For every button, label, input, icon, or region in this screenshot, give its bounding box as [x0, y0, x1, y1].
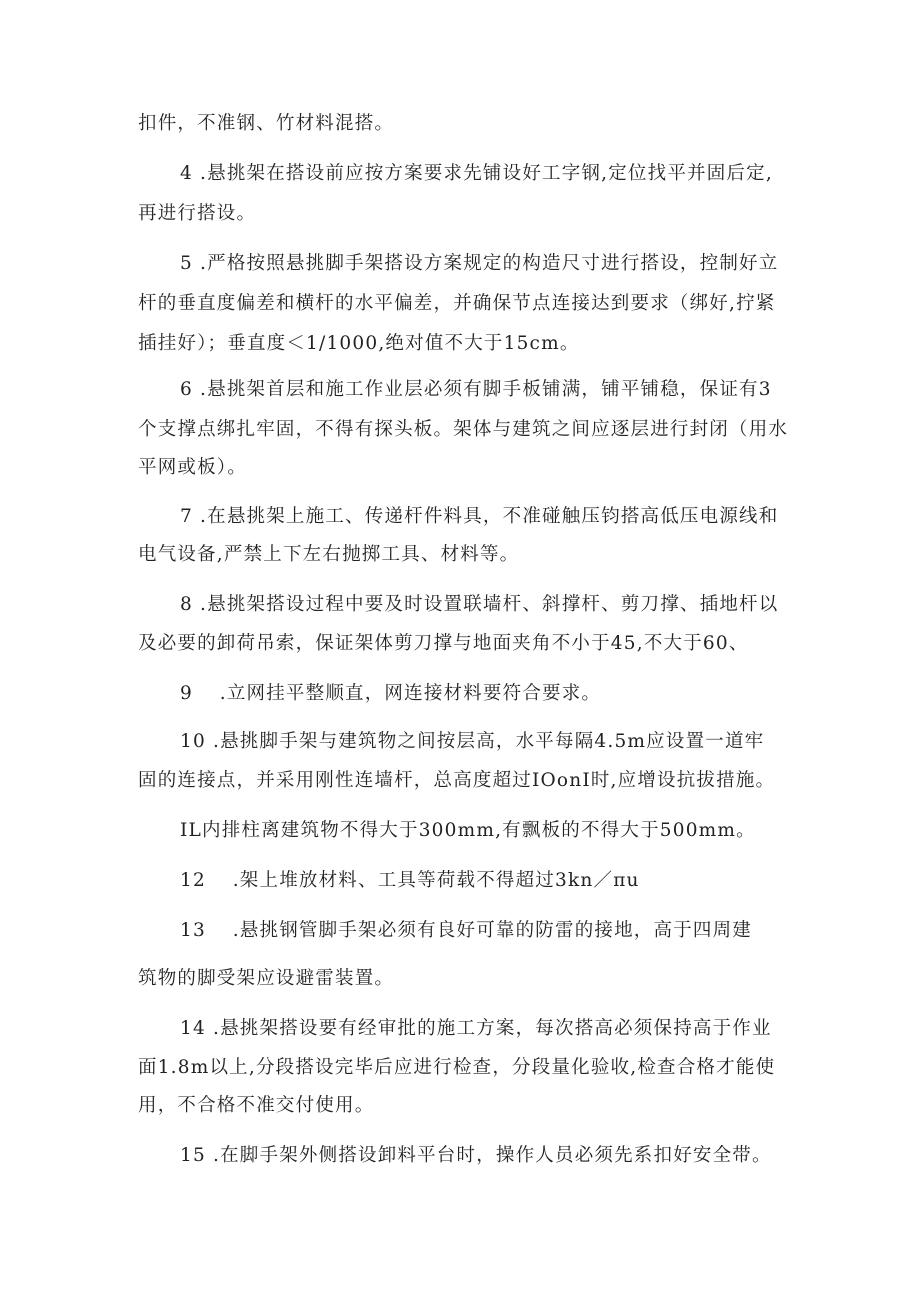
text-line: IL内排柱离建筑物不得大于300mm,有飘板的不得大于500mm。 [180, 820, 756, 841]
text-line: 固的连接点，并采用刚性连墙杆，总高度超过IOonI时,应增设抗拔措施。 [138, 770, 776, 791]
text-line: 再进行搭设。 [138, 203, 257, 224]
text-line: 用，不合格不准交付使用。 [138, 1095, 375, 1116]
text-line: 插挂好）；垂直度＜1/1000,绝对值不大于15cm。 [138, 333, 580, 354]
text-line: 及必要的卸荷吊索，保证架体剪刀撑与地面夹角不小于45,不大于60、 [138, 633, 749, 654]
text-line: 电气设备,严禁上下左右抛掷工具、材料等。 [138, 544, 520, 565]
text-line: 平网或板）。 [138, 457, 247, 478]
text-line: 13 .悬挑钢管脚手架必须有良好可靠的防雷的接地，高于四周建 [180, 920, 753, 941]
text-line: 面1.8m以上,分段搭设完毕后应进行检查，分段量化验收,检查合格才能使 [138, 1057, 776, 1078]
text-line: 个支撑点绑扎牢固，不得有探头板。架体与建筑之间应逐层进行封闭（用水 [138, 419, 789, 440]
text-line: 9 .立网挂平整顺直，网连接材料要符合要求。 [180, 683, 602, 704]
text-line: 筑物的脚受架应设避雷装置。 [138, 968, 395, 989]
text-line: 扣件，不准钢、竹材料混搭。 [138, 113, 395, 134]
text-line: 8 .悬挑架搭设过程中要及时设置联墙杆、斜撑杆、剪刀撑、插地杆以 [180, 594, 779, 615]
text-line: 5 .严格按照悬挑脚手架搭设方案规定的构造尺寸进行搭设，控制好立 [180, 253, 779, 274]
text-line: 杆的垂直度偏差和横杆的水平偏差，并确保节点连接达到要求（绑好,拧紧 [138, 293, 776, 314]
text-line: 12 .架上堆放材料、工具等荷载不得超过3kn／πu [180, 870, 640, 891]
text-line: 15 .在脚手架外侧搭设卸料平台时，操作人员必须先系扣好安全带。 [180, 1145, 772, 1166]
text-line: 10 .悬挑脚手架与建筑物之间按层高，水平每隔4.5m应设置一道牢 [180, 731, 765, 752]
text-line: 4 .悬挑架在搭设前应按方案要求先铺设好工字钢,定位找平并固后定, [180, 163, 773, 184]
text-line: 7 .在悬挑架上施工、传递杆件料具，不准碰触压钧搭高低压电源线和 [180, 506, 779, 527]
text-line: 6 .悬挑架首层和施工作业层必须有脚手板铺满，铺平铺稳，保证有3 [180, 379, 772, 400]
text-line: 14 .悬挑架搭设要有经审批的施工方案，每次搭高必须保持高于作业 [180, 1018, 772, 1039]
